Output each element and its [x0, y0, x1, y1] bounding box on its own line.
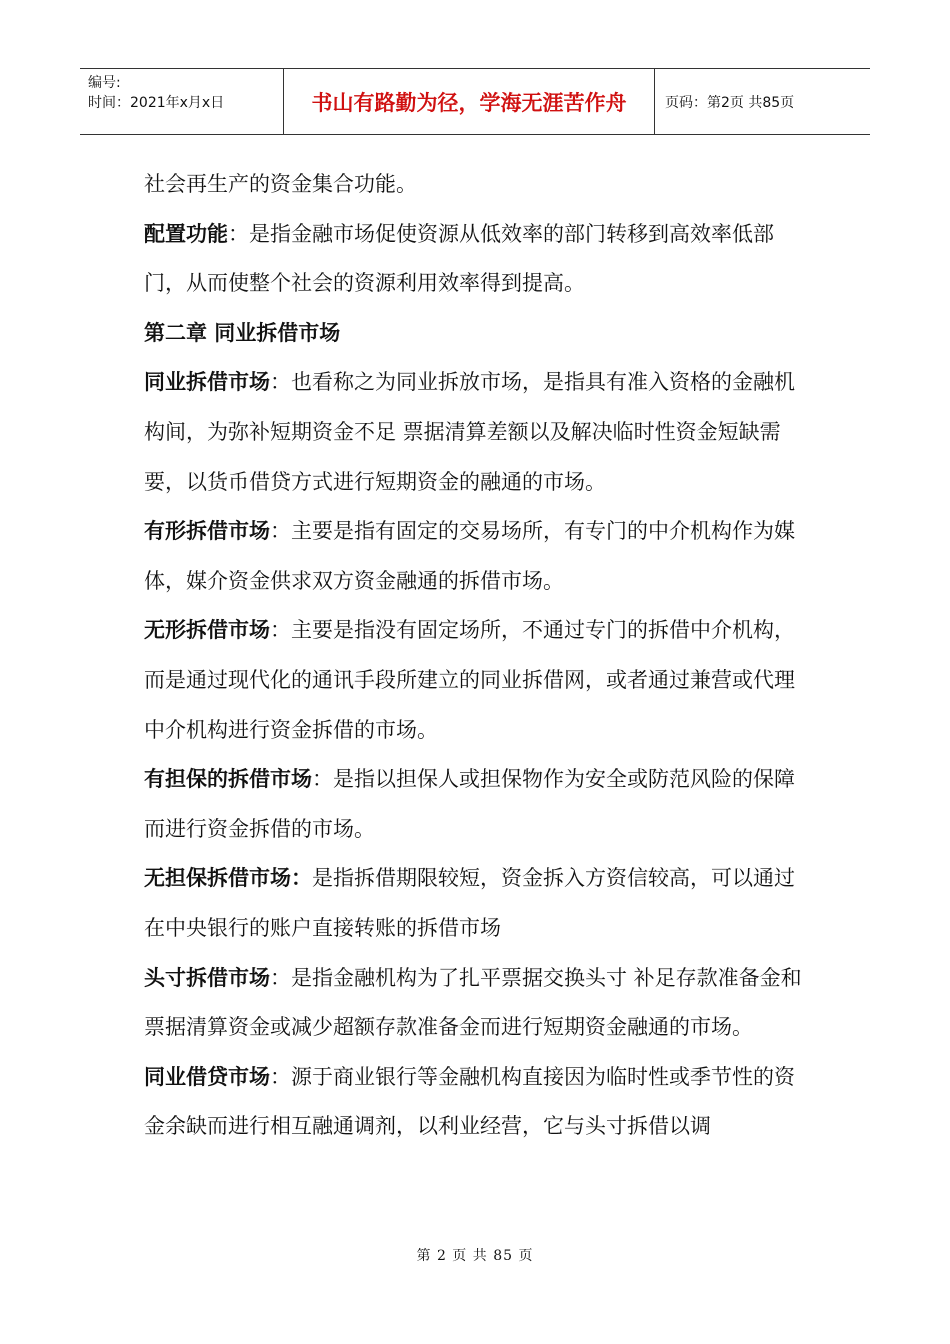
paragraph	[144, 507, 814, 606]
term: 同业拆借市场	[144, 370, 270, 395]
paragraph-text: 社会再生产的资金集合功能。	[144, 172, 417, 196]
paragraph	[144, 606, 814, 755]
page-header	[80, 68, 870, 135]
definition: ：是指金融机构为了扎平票据交换头寸 补足存款准备金和票据清算资金或减少超额存款准备金而进行短期资金融通的市场。	[144, 965, 802, 1040]
paragraph	[144, 210, 814, 309]
paragraph	[144, 358, 814, 507]
paragraph	[144, 160, 814, 210]
term: 配置功能	[144, 221, 228, 246]
term: 同业借贷市场	[144, 1064, 270, 1089]
paragraph	[144, 755, 814, 854]
term: 有担保的拆借市场	[144, 767, 312, 792]
paragraph	[144, 1053, 814, 1152]
term: 头寸拆借市场	[144, 965, 270, 990]
definition: ：是指以担保人或担保物作为安全或防范风险的保障而进行资金拆借的市场。	[144, 767, 795, 841]
definition: ：源于商业银行等金融机构直接因为临时性或季节性的资金余缺而进行相互融通调剂，以利业经营，它与头寸拆借以调	[144, 1064, 795, 1139]
term: 无担保拆借市场：	[144, 866, 312, 891]
document-body	[144, 160, 814, 1152]
doc-time-label: 时间：2021年x月x日	[88, 95, 225, 111]
definition: ：主要是指有固定的交易场所，有专门的中介机构作为媒体，媒介资金供求双方资金融通的拆借市场。	[144, 519, 795, 593]
paragraph	[144, 854, 814, 953]
page-footer: 第 2 页 共 85 页	[416, 1248, 534, 1264]
chapter-heading: 第二章 同业拆借市场	[144, 320, 341, 345]
header-meta	[80, 69, 283, 134]
term: 无形拆借市场	[144, 618, 270, 643]
header-page-info: 页码：第2页 共85页	[665, 94, 795, 111]
definition: ：是指金融市场促使资源从低效率的部门转移到高效率低部门，从而使整个社会的资源利用效率得到提高。	[144, 221, 774, 296]
header-motto: 书山有路勤为径，学海无涯苦作舟	[283, 69, 655, 134]
paragraph	[144, 954, 814, 1053]
definition: ：主要是指没有固定场所，不通过专门的拆借中介机构，而是通过现代化的通讯手段所建立的同业拆借网，或者通过兼营或代理中介机构进行资金拆借的市场。	[144, 618, 795, 742]
term: 有形拆借市场	[144, 519, 270, 544]
definition: 是指拆借期限较短，资金拆入方资信较高，可以通过在中央银行的账户直接转账的拆借市场	[144, 866, 795, 940]
definition: ：也看称之为同业拆放市场，是指具有准入资格的金融机构间，为弥补短期资金不足 票据清算差额以及解决临时性资金短缺需要，以货币借贷方式进行短期资金的融通的市场。	[144, 370, 795, 494]
doc-number-label: 编号:	[88, 75, 121, 91]
